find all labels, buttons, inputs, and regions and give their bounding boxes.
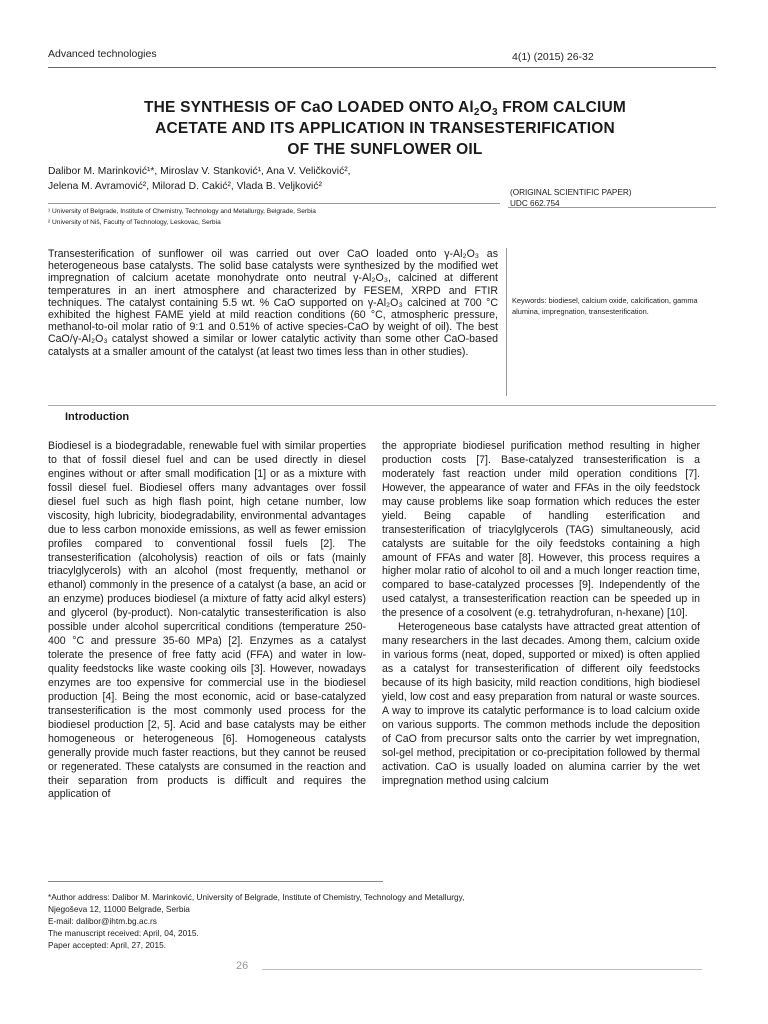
issue-info: 4(1) (2015) 26-32 [512, 51, 594, 63]
author-rule [48, 203, 500, 204]
body-right-column [382, 440, 700, 788]
section-rule [48, 405, 716, 406]
paragraph: Biodiesel is a biodegradable, renewable fuel with similar properties to that of fossil diesel fuel and can be used directly in diesel engines without or after small modification [1] or as a mixture with fossil diesel fuel. Biodiesel offers many advantages over fossil diesel fuel such as high flash point, high cetane number, low viscosity, high lubricity, biodegradability, environmental advantages due to less carbon monoxide emissions, as well as fewer emission profiles compared to conventional fossil fuels [2]. The transesterification (alcoholysis) reaction of oils or fats (mainly triacylglycerols) with an alcohol (most frequently, methanol or ethanol) commonly in the presence of a catalyst (a base, an acid or an enzyme) produces biodiesel (a mixture of fatty acid alkyl esters) and glycerol (by-product). Non-catalytic transesterification is also possible under alcohol supercritical conditions (temperature 250-400 °C and pressure 35-60 MPa) [2]. Enzymes as a catalyst tolerate the presence of free fatty acid (FFA) and water in low-quality feedstocks like waste cooking oils [3]. However, nowadays enzymes are too expensive for commercial use in the biodiesel production [4]. Being the most economic, acid or base-catalyzed transesterification is the most commonly used process for the biodiesel production [2, 5]. Acid and base catalysts may be either homogeneous or heterogeneous [6]. Homogeneous catalysts generally provide much faster reactions, but they cannot be reused or regenerated. These catalysts are consumed in the reaction and their separation from products is difficult and requires the application of [48, 440, 366, 801]
journal-name: Advanced technologies [48, 48, 157, 60]
paper-type-block [510, 187, 631, 209]
affiliation-2: ² University of Niš, Faculty of Technology, Leskovac, Serbia [48, 219, 221, 226]
author-list: Dalibor M. Marinković¹*, Miroslav V. Stanković¹, Ana V. Veličković², Jelena M. Avramović², Milorad D. Cakić², Vlada B. Veljković² [48, 166, 351, 192]
header-rule [48, 67, 716, 68]
footer-rule [262, 969, 702, 970]
footnote-rule [48, 881, 383, 882]
paragraph: Heterogeneous base catalysts have attracted great attention of many researchers in the last decades. Among them, calcium oxide in various forms (neat, doped, supported or mixed) is often applied as a catalyst for transesterification of different oily feedstocks because of its high basicity, mild reaction conditions, high biodiesel yield, low cost and easy preparation from natural or waste sources. A way to improve its catalytic performance is to load calcium oxide on various supports. The common methods include the deposition of CaO from precursor salts onto the carrier by wet impregnation, sol-gel method, precipitation or co-precipitation followed by thermal activation. CaO is usually loaded on alumina carrier by the wet impregnation method using calcium [382, 621, 700, 787]
keywords: Keywords: biodiesel, calcium oxide, calcification, gamma alumina, impregnation, transesterification. [512, 296, 698, 316]
body-left-column [48, 440, 366, 802]
footnote: *Author address: Dalibor M. Marinković, University of Belgrade, Institute of Chemistry, Technology and Metallurgy, Njegoševa 12, 11000 Belgrade, Serbia E-mail: dalibor@ihtm.bg.ac.rs The manuscript received: April, 04, 2015. Paper accepted: April, 27, 2015. [48, 892, 465, 950]
section-heading-introduction: Introduction [65, 411, 130, 423]
paragraph: the appropriate biodiesel purification method resulting in higher production costs [7]. Base-catalyzed transesterification is a moderately fast reaction under mild operation conditions [7]. However, the appearance of water and FFAs in the oily feedstock may cause problems like soap formation which reduces the ester yield. Being capable of handling esterification and transesterification of triacylglycerols (TAG) simultaneously, acid catalysts are suitable for the oily feedstoks containing a high amount of FFAs and water [8]. However, this process requires a higher molar ratio of alcohol to oil and a much longer reaction time, compared to base-catalyzed processes [9]. Independently of the used catalyst, a transesterification reaction can be speeded up in the presence of a cosolvent (e.g. tetrahydrofuran, n-hexane) [10]. [382, 440, 700, 620]
udc-code: UDC 662.754 [510, 199, 560, 208]
abstract-divider [506, 248, 507, 396]
paper-type: (ORIGINAL SCIENTIFIC PAPER) [510, 188, 632, 197]
abstract: Transesterification of sunflower oil was carried out over CaO loaded onto γ-Al₂O₃ as heterogeneous base catalysts. The solid base catalysts were synthesized by the modified wet impregnation of calcium acetate monohydrate onto neutral γ-Al₂O₃, calcined at different temperatures in an inert atmosphere and characterized by FESEM, XRPD and FTIR techniques. The catalyst containing 5.5 wt. % CaO supported on γ-Al₂O₃ calcined at 700 °C exhibited the highest FAME yield at mild reaction conditions (60 °C, atmospheric pressure, methanol-to-oil molar ratio of 9:1 and 0.51% of active species-CaO by weight of oil). The best CaO/γ-Al₂O₃ catalyst showed a similar or lower catalytic activity than some other CaO-based catalysts at a smaller amount of the catalyst (at least two times less than in other studies). [48, 248, 498, 358]
paper-title: THE SYNTHESIS OF CaO LOADED ONTO $Al_2O_3$ FROM CALCIUM ACETATE AND ITS APPLICATION IN TRANSESTERIFICATION OF THE SUNFLOWER OIL [143, 99, 627, 158]
affiliation-1: ¹ University of Belgrade, Institute of Chemistry, Technology and Metallurgy, Belgrade, Serbia [48, 208, 316, 215]
page-number: 26 [236, 960, 249, 972]
